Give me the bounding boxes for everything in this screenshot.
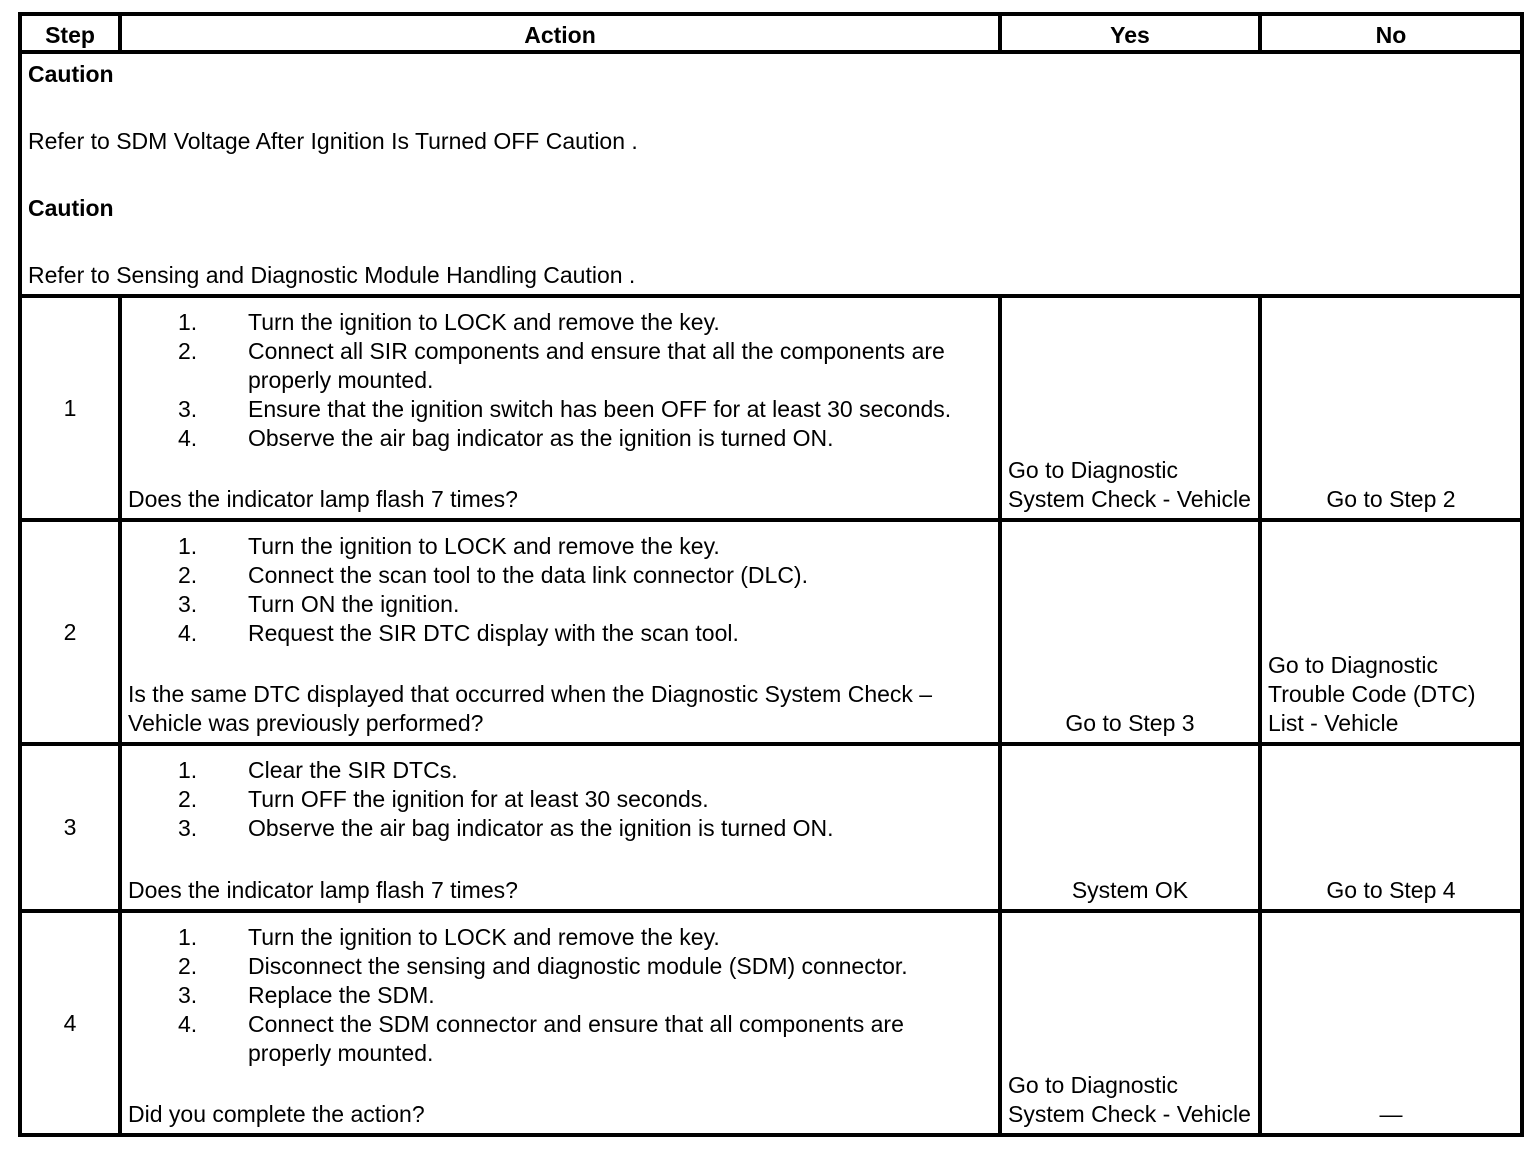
action-text: Turn the ignition to LOCK and remove the key. xyxy=(248,533,720,559)
no-result: — xyxy=(1260,911,1522,1135)
action-item xyxy=(128,561,992,590)
yes-result: System OK xyxy=(1000,744,1260,911)
action-cell xyxy=(120,911,1000,1135)
action-text: Replace the SDM. xyxy=(248,982,435,1008)
diagnostic-table xyxy=(18,12,1524,1137)
action-item xyxy=(128,308,992,337)
action-number: 1. xyxy=(178,924,198,950)
action-number: 3. xyxy=(178,396,198,422)
action-number: 2. xyxy=(178,562,198,588)
action-question: Did you complete the action? xyxy=(128,1101,425,1127)
step-number: 4 xyxy=(20,911,120,1135)
header-action: Action xyxy=(120,14,1000,52)
action-question: Does the indicator lamp flash 7 times? xyxy=(128,877,518,903)
action-item xyxy=(128,952,992,981)
action-text: Turn the ignition to LOCK and remove the key. xyxy=(248,309,720,335)
header-step: Step xyxy=(20,14,120,52)
action-item xyxy=(128,1010,992,1068)
caution-text: Refer to SDM Voltage After Ignition Is Turned OFF Caution . xyxy=(28,128,638,154)
action-text: Observe the air bag indicator as the ignition is turned ON. xyxy=(248,815,834,841)
action-cell xyxy=(120,744,1000,911)
action-item xyxy=(128,395,992,424)
header-no: No xyxy=(1260,14,1522,52)
action-number: 1. xyxy=(178,309,198,335)
no-result: Go to Step 2 xyxy=(1260,296,1522,520)
action-item xyxy=(128,424,992,453)
step-number: 1 xyxy=(20,296,120,520)
action-number: 3. xyxy=(178,982,198,1008)
action-list xyxy=(128,756,992,843)
action-item xyxy=(128,814,992,843)
action-number: 2. xyxy=(178,786,198,812)
caution-label: Caution xyxy=(28,61,114,87)
step-row xyxy=(20,911,1522,1135)
header-yes: Yes xyxy=(1000,14,1260,52)
step-row xyxy=(20,744,1522,911)
action-item xyxy=(128,981,992,1010)
action-text: Turn OFF the ignition for at least 30 seconds. xyxy=(248,786,709,812)
action-item xyxy=(128,619,992,648)
action-number: 4. xyxy=(178,1011,198,1037)
action-text: Turn ON the ignition. xyxy=(248,591,460,617)
action-text: Connect the SDM connector and ensure that all components are properly mounted. xyxy=(248,1011,904,1066)
caution-cell xyxy=(20,52,1522,296)
action-number: 4. xyxy=(178,425,198,451)
no-result: Go to Step 4 xyxy=(1260,744,1522,911)
action-question: Is the same DTC displayed that occurred when the Diagnostic System Check – Vehicle was previously performed? xyxy=(128,681,933,736)
action-number: 1. xyxy=(178,533,198,559)
action-number: 3. xyxy=(178,815,198,841)
caution-text: Refer to Sensing and Diagnostic Module Handling Caution . xyxy=(28,262,636,288)
action-item xyxy=(128,337,992,395)
action-item xyxy=(128,923,992,952)
action-text: Request the SIR DTC display with the scan tool. xyxy=(248,620,739,646)
action-item xyxy=(128,756,992,785)
action-list xyxy=(128,923,992,1068)
caution-row xyxy=(20,52,1522,296)
action-number: 1. xyxy=(178,757,198,783)
step-row xyxy=(20,296,1522,520)
action-list xyxy=(128,308,992,453)
step-number: 3 xyxy=(20,744,120,911)
action-text: Disconnect the sensing and diagnostic module (SDM) connector. xyxy=(248,953,908,979)
action-number: 3. xyxy=(178,591,198,617)
action-list xyxy=(128,532,992,648)
action-number: 4. xyxy=(178,620,198,646)
action-text: Connect the scan tool to the data link connector (DLC). xyxy=(248,562,808,588)
action-number: 2. xyxy=(178,338,198,364)
action-item xyxy=(128,532,992,561)
action-text: Observe the air bag indicator as the ignition is turned ON. xyxy=(248,425,834,451)
no-result: Go to Diagnostic Trouble Code (DTC) List - Vehicle xyxy=(1260,520,1522,744)
yes-result: Go to Step 3 xyxy=(1000,520,1260,744)
step-row xyxy=(20,520,1522,744)
action-question: Does the indicator lamp flash 7 times? xyxy=(128,486,518,512)
header-row xyxy=(20,14,1522,52)
action-text: Clear the SIR DTCs. xyxy=(248,757,458,783)
action-number: 2. xyxy=(178,953,198,979)
action-item xyxy=(128,785,992,814)
caution-label: Caution xyxy=(28,195,114,221)
step-number: 2 xyxy=(20,520,120,744)
yes-result: Go to Diagnostic System Check - Vehicle xyxy=(1000,296,1260,520)
action-text: Connect all SIR components and ensure that all the components are properly mounted. xyxy=(248,338,945,393)
action-cell xyxy=(120,296,1000,520)
action-text: Ensure that the ignition switch has been OFF for at least 30 seconds. xyxy=(248,396,952,422)
action-item xyxy=(128,590,992,619)
yes-result: Go to Diagnostic System Check - Vehicle xyxy=(1000,911,1260,1135)
action-text: Turn the ignition to LOCK and remove the key. xyxy=(248,924,720,950)
action-cell xyxy=(120,520,1000,744)
